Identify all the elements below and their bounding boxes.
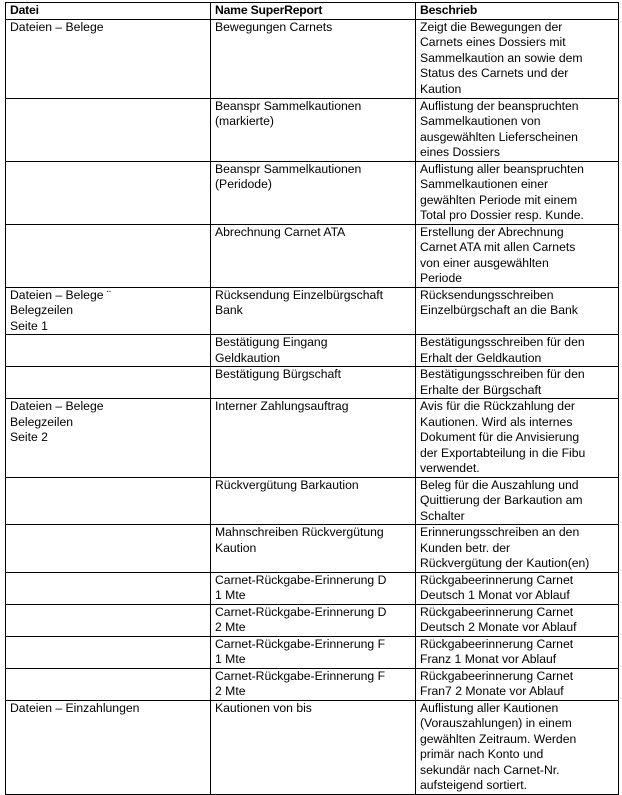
beschrieb-cell [416, 19, 619, 98]
name-cell-line: (markierte) [215, 114, 274, 128]
beschrieb-cell-line: Einzelbürgschaft an die Bank [420, 303, 578, 317]
beschrieb-cell-line: Beleg für die Auszahlung und [420, 477, 579, 492]
name-cell-line: Interner Zahlungsauftrag [215, 399, 349, 413]
header-datei: Datei [6, 3, 211, 20]
beschrieb-cell-line: Auflistung aller beanspruchten [420, 161, 584, 176]
beschrieb-cell-line: Rückvergütung der Kaution(en) [420, 556, 590, 570]
datei-cell [6, 668, 211, 700]
name-cell [211, 477, 416, 525]
name-cell-line: Abrechnung Carnet ATA [215, 224, 346, 239]
datei-cell-line: Dateien – Belege [10, 399, 104, 413]
name-cell-line: 1 Mte [215, 588, 246, 602]
datei-cell-line: Seite 2 [10, 430, 48, 444]
name-cell [211, 161, 416, 224]
beschrieb-cell-line: Carnet ATA mit allen Carnets [420, 240, 576, 254]
beschrieb-cell-line: Deutsch 2 Monate vor Ablauf [420, 620, 577, 634]
beschrieb-cell [416, 161, 619, 224]
beschrieb-cell-line: Kaution [420, 81, 462, 96]
beschrieb-cell-line: Zeigt die Bewegungen der [420, 19, 563, 34]
beschrieb-cell-line: Deutsch 1 Monat vor Ablauf [420, 588, 570, 602]
name-cell [211, 335, 416, 367]
table-row [6, 224, 619, 287]
beschrieb-cell [416, 604, 619, 636]
datei-cell-line: Dateien – Belege ¨ [10, 287, 111, 302]
datei-cell [6, 98, 211, 161]
datei-cell [6, 161, 211, 224]
name-cell-line: Carnet-Rückgabe-Erinnerung F [215, 636, 386, 651]
name-cell-line: 2 Mte [215, 684, 246, 698]
beschrieb-cell-line: Schalter [420, 508, 465, 523]
table-row [6, 399, 619, 478]
beschrieb-cell-line: ausgewählten Lieferscheinen [420, 129, 578, 144]
beschrieb-cell-line: aufsteigend sortiert. [420, 778, 528, 792]
table-row [6, 367, 619, 399]
table-row [6, 477, 619, 525]
beschrieb-cell-line: Rückgabeerinnerung Carnet [420, 572, 574, 587]
name-cell-line: Mahnschreiben Rückvergütung [215, 525, 384, 539]
datei-cell-line: Dateien – Belege [10, 19, 104, 34]
table-row [6, 98, 619, 161]
name-cell-line: (Peridode) [215, 177, 272, 191]
name-cell-line: Kautionen von bis [215, 700, 312, 715]
beschrieb-cell-line: Rückgabeerinnerung Carnet [420, 604, 574, 619]
beschrieb-cell-line: Total pro Dossier resp. Kunde. [420, 208, 584, 222]
table-header-row [6, 3, 619, 20]
name-cell [211, 668, 416, 700]
datei-cell [6, 399, 211, 478]
name-cell-line: Carnet-Rückgabe-Erinnerung D [215, 572, 387, 587]
table-row [6, 572, 619, 604]
beschrieb-cell-line: Periode [420, 271, 463, 285]
datei-cell [6, 224, 211, 287]
beschrieb-cell [416, 335, 619, 367]
beschrieb-cell-line: Avis für die Rückzahlung der [420, 399, 575, 413]
beschrieb-cell-line: gewählten Zeitraum. Werden [420, 731, 577, 746]
beschrieb-cell-line: Sammelkaution an sowie dem [420, 50, 583, 65]
beschrieb-cell-line: Quittierung der Barkaution am [420, 493, 583, 507]
datei-cell [6, 287, 211, 335]
table-row [6, 604, 619, 636]
beschrieb-cell-line: sekundär nach Carnet-Nr. [420, 762, 560, 777]
beschrieb-cell-line: Sammelkautionen einer [420, 177, 549, 191]
datei-cell [6, 19, 211, 98]
name-cell [211, 98, 416, 161]
datei-cell [6, 700, 211, 794]
beschrieb-cell-line: Rücksendungsschreiben [420, 287, 554, 302]
name-cell [211, 399, 416, 478]
beschrieb-cell-line: Fran7 2 Monate vor Ablauf [420, 684, 564, 698]
table-row [6, 700, 619, 794]
name-cell-line: Bank [215, 303, 243, 317]
name-cell-line: Rücksendung Einzelbürgschaft [215, 287, 384, 302]
beschrieb-cell-line: Dokument für die Anvisierung [420, 430, 580, 444]
beschrieb-cell-line: Rückgabeerinnerung Carnet [420, 636, 574, 651]
name-cell [211, 19, 416, 98]
beschrieb-cell-line: Status des Carnets und der [420, 66, 569, 80]
name-cell-line: Beanspr Sammelkautionen [215, 98, 362, 113]
beschrieb-cell [416, 98, 619, 161]
beschrieb-cell-line: Auflistung aller Kautionen [420, 700, 559, 715]
table-row [6, 287, 619, 335]
beschrieb-cell-line: Erhalte der Bürgschaft [420, 382, 542, 397]
beschrieb-cell-line: gewählten Periode mit einem [420, 192, 578, 207]
name-cell [211, 604, 416, 636]
beschrieb-cell [416, 477, 619, 525]
beschrieb-cell-line: Franz 1 Monat vor Ablauf [420, 652, 557, 666]
beschrieb-cell-line: eines Dossiers [420, 145, 500, 159]
name-cell [211, 525, 416, 573]
header-name-superreport: Name SuperReport [211, 3, 416, 20]
datei-cell [6, 367, 211, 399]
beschrieb-cell-line: von einer ausgewählten [420, 255, 549, 270]
datei-cell-line: Belegzeilen [10, 303, 74, 317]
name-cell-line: 1 Mte [215, 652, 246, 666]
table-row [6, 668, 619, 700]
superreport-table [5, 2, 619, 795]
beschrieb-cell [416, 572, 619, 604]
datei-cell-line: Seite 1 [10, 318, 48, 333]
datei-cell [6, 335, 211, 367]
beschrieb-cell [416, 224, 619, 287]
name-cell-line: Rückvergütung Barkaution [215, 477, 359, 492]
beschrieb-cell-line: (Vorauszahlungen) in einem [420, 716, 572, 730]
beschrieb-cell [416, 636, 619, 668]
name-cell-line: Carnet-Rückgabe-Erinnerung F [215, 668, 386, 683]
table-row [6, 161, 619, 224]
beschrieb-cell-line: Kunden betr. der [420, 540, 511, 555]
name-cell-line: Kaution [215, 540, 257, 555]
beschrieb-cell-line: primär nach Konto und [420, 747, 544, 761]
datei-cell [6, 525, 211, 573]
beschrieb-cell [416, 399, 619, 478]
beschrieb-cell-line: Sammelkautionen von [420, 114, 541, 128]
name-cell [211, 367, 416, 399]
beschrieb-cell-line: Erhalt der Geldkaution [420, 350, 542, 365]
name-cell-line: Beanspr Sammelkautionen [215, 161, 362, 176]
name-cell-line: Bewegungen Carnets [215, 19, 333, 34]
table-row [6, 335, 619, 367]
beschrieb-cell-line: Rückgabeerinnerung Carnet [420, 668, 574, 683]
beschrieb-cell-line: Bestätigungsschreiben für den [420, 367, 585, 381]
beschrieb-cell [416, 668, 619, 700]
beschrieb-cell-line: Auflistung der beanspruchten [420, 98, 579, 113]
datei-cell [6, 477, 211, 525]
name-cell-line: Bestätigung Bürgschaft [215, 367, 342, 381]
beschrieb-cell-line: der Exportabteilung in die Fibu [420, 445, 586, 460]
name-cell-line: Bestätigung Eingang [215, 335, 328, 349]
name-cell [211, 224, 416, 287]
name-cell [211, 287, 416, 335]
datei-cell [6, 604, 211, 636]
table-row [6, 636, 619, 668]
name-cell-line: 2 Mte [215, 620, 246, 634]
datei-cell [6, 636, 211, 668]
name-cell [211, 700, 416, 794]
name-cell [211, 636, 416, 668]
beschrieb-cell-line: Bestätigungsschreiben für den [420, 335, 585, 349]
beschrieb-cell-line: Erinnerungsschreiben an den [420, 525, 580, 539]
beschrieb-cell [416, 367, 619, 399]
datei-cell [6, 572, 211, 604]
beschrieb-cell-line: Kautionen. Wird als internes [420, 414, 573, 429]
beschrieb-cell-line: Erstellung der Abrechnung [420, 224, 564, 239]
header-beschrieb: Beschrieb [416, 3, 619, 20]
datei-cell-line: Dateien – Einzahlungen [10, 700, 140, 715]
beschrieb-cell-line: Carnets eines Dossiers mit [420, 35, 566, 49]
beschrieb-cell [416, 287, 619, 335]
table-body [6, 19, 619, 794]
datei-cell-line: Belegzeilen [10, 414, 74, 429]
name-cell-line: Geldkaution [215, 350, 281, 365]
beschrieb-cell-line: verwendet. [420, 461, 480, 475]
table-row [6, 19, 619, 98]
name-cell-line: Carnet-Rückgabe-Erinnerung D [215, 604, 387, 619]
name-cell [211, 572, 416, 604]
beschrieb-cell [416, 700, 619, 794]
beschrieb-cell [416, 525, 619, 573]
table-row [6, 525, 619, 573]
